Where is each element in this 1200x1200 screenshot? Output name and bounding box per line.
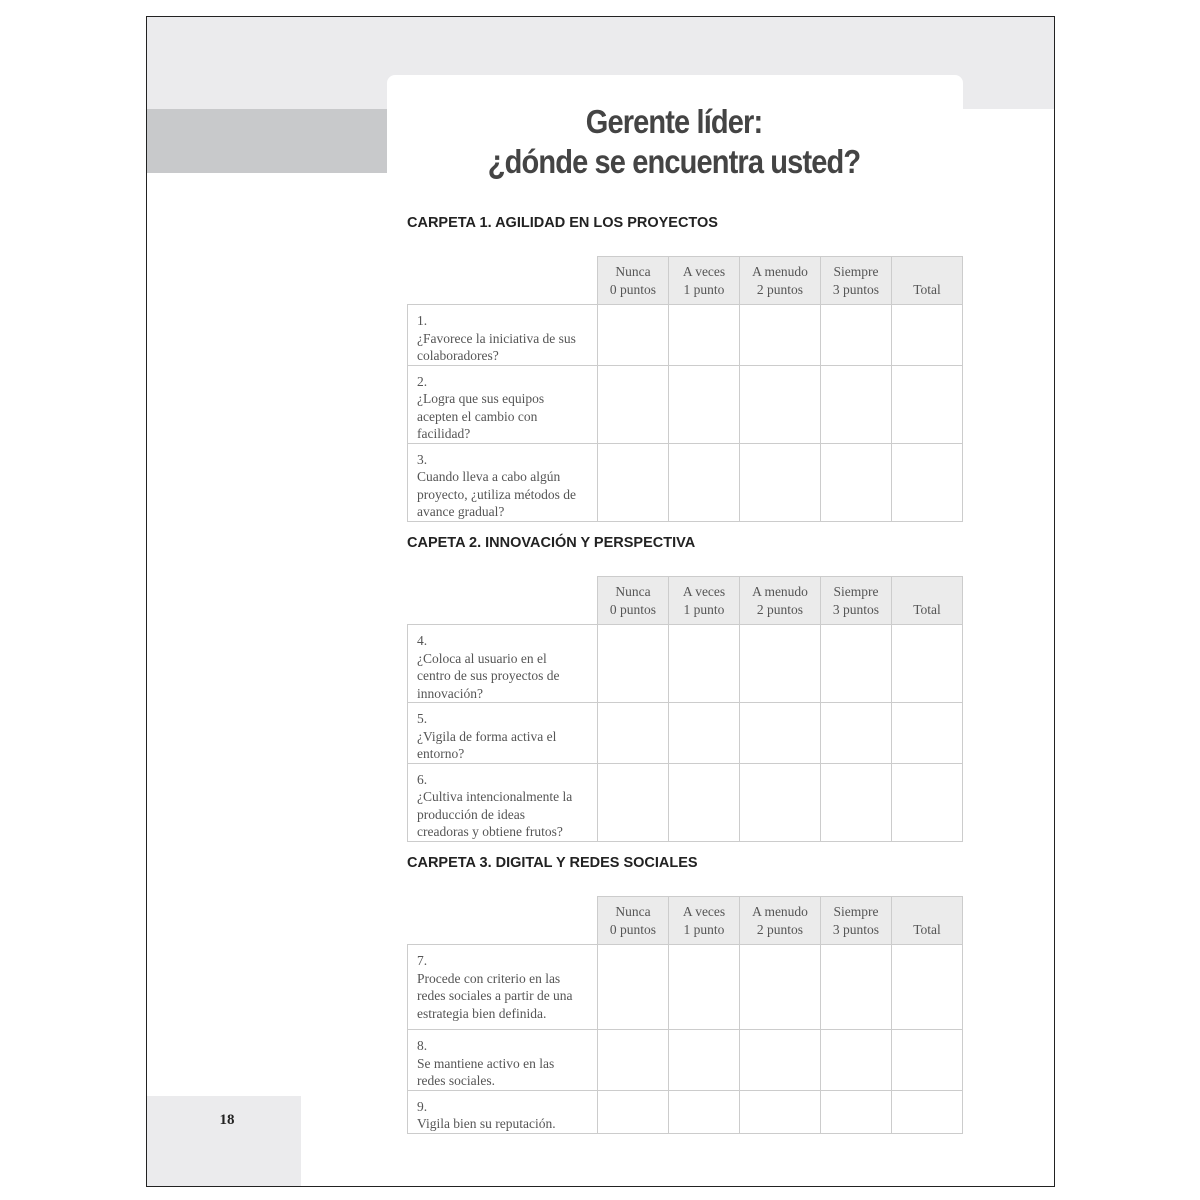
column-header	[598, 897, 669, 945]
score-cell[interactable]	[669, 365, 740, 443]
score-cell[interactable]	[821, 1030, 892, 1091]
score-table	[407, 576, 963, 842]
table-row	[408, 763, 963, 841]
total-cell[interactable]	[892, 305, 963, 366]
title-line-2: ¿dónde se encuentra usted?	[487, 143, 861, 180]
column-header	[892, 577, 963, 625]
column-header	[821, 897, 892, 945]
table-row	[408, 365, 963, 443]
column-points: 0 puntos	[609, 921, 657, 937]
score-cell[interactable]	[598, 1090, 669, 1133]
blank-header	[408, 577, 598, 625]
question-cell	[408, 1090, 598, 1133]
total-cell[interactable]	[892, 1030, 963, 1091]
question-cell	[408, 763, 598, 841]
blank-header	[408, 257, 598, 305]
column-label: Siempre	[833, 584, 879, 599]
column-points: 2 puntos	[756, 601, 804, 617]
total-cell[interactable]	[892, 703, 963, 764]
score-cell[interactable]	[740, 1030, 821, 1091]
column-label: Nunca	[615, 264, 651, 279]
question-text: ¿Vigila de forma activa el entorno?	[417, 728, 557, 761]
score-cell[interactable]	[669, 945, 740, 1030]
column-header	[669, 577, 740, 625]
question-number: 4.	[417, 633, 428, 648]
score-cell[interactable]	[669, 625, 740, 703]
question-number: 2.	[417, 373, 428, 389]
score-cell[interactable]	[740, 443, 821, 521]
question-text: ¿Cultiva intencionalmente la producción de ideas creadoras y obtiene frutos?	[417, 789, 573, 839]
score-cell[interactable]	[740, 703, 821, 764]
score-cell[interactable]	[821, 1090, 892, 1133]
score-cell[interactable]	[669, 305, 740, 366]
column-points: 3 puntos	[832, 921, 880, 937]
question-cell	[408, 945, 598, 1030]
table-row	[408, 1030, 963, 1091]
table-row	[408, 305, 963, 366]
question-text: Cuando lleva a cabo algún proyecto, ¿utiliza métodos de avance gradual?	[417, 469, 576, 519]
question-cell	[408, 443, 598, 521]
question-text: Procede con criterio en las redes sociales a partir de una estrategia bien definida.	[417, 970, 573, 1021]
page-number-box	[147, 1096, 301, 1186]
column-label: Siempre	[833, 264, 879, 279]
page-title	[421, 102, 928, 182]
score-cell[interactable]	[669, 703, 740, 764]
score-cell[interactable]	[821, 763, 892, 841]
question-number: 9.	[417, 1098, 428, 1114]
score-cell[interactable]	[740, 763, 821, 841]
question-cell	[408, 305, 598, 366]
blank-header	[408, 897, 598, 945]
question-cell	[408, 625, 598, 703]
column-header	[669, 897, 740, 945]
header-accent-block	[147, 109, 387, 173]
column-header	[821, 577, 892, 625]
question-cell	[408, 365, 598, 443]
column-header	[598, 577, 669, 625]
score-cell[interactable]	[598, 703, 669, 764]
total-cell[interactable]	[892, 443, 963, 521]
column-header	[740, 257, 821, 305]
score-cell[interactable]	[598, 763, 669, 841]
table-row	[408, 1090, 963, 1133]
score-cell[interactable]	[598, 305, 669, 366]
question-text: ¿Logra que sus equipos acepten el cambio con facilidad?	[417, 391, 545, 441]
section-3	[407, 854, 962, 1134]
score-cell[interactable]	[821, 703, 892, 764]
column-label: A menudo	[752, 264, 808, 279]
score-cell[interactable]	[598, 625, 669, 703]
header-row	[408, 257, 963, 305]
column-points: 1 punto	[683, 281, 725, 297]
total-cell[interactable]	[892, 365, 963, 443]
table-row	[408, 703, 963, 764]
score-cell[interactable]	[740, 1090, 821, 1133]
column-header	[892, 897, 963, 945]
column-points: 1 punto	[683, 921, 725, 937]
score-table	[407, 896, 963, 1134]
score-cell[interactable]	[821, 365, 892, 443]
section-heading: CAPETA 2. INNOVACIÓN Y PERSPECTIVA	[407, 535, 696, 551]
question-text: ¿Coloca al usuario en el centro de sus proyectos de innovación?	[417, 650, 560, 701]
column-label: A veces	[682, 584, 726, 599]
column-points: 0 puntos	[609, 601, 657, 617]
score-cell[interactable]	[740, 625, 821, 703]
column-points: Total	[913, 921, 941, 937]
section-heading: CARPETA 1. AGILIDAD EN LOS PROYECTOS	[407, 215, 718, 231]
question-number: 8.	[417, 1038, 428, 1053]
column-label: A menudo	[752, 904, 808, 919]
column-points: 0 puntos	[609, 281, 657, 297]
question-text: ¿Favorece la iniciativa de sus colaboradores?	[417, 330, 576, 363]
section-heading: CARPETA 3. DIGITAL Y REDES SOCIALES	[407, 855, 698, 871]
score-table	[407, 256, 963, 522]
score-cell[interactable]	[740, 305, 821, 366]
score-cell[interactable]	[740, 365, 821, 443]
column-points: 3 puntos	[832, 601, 880, 617]
column-label: Siempre	[833, 904, 879, 919]
column-header	[892, 257, 963, 305]
column-header	[598, 257, 669, 305]
score-cell[interactable]	[821, 625, 892, 703]
column-label: Nunca	[615, 584, 651, 599]
column-label: A menudo	[752, 584, 808, 599]
total-cell[interactable]	[892, 625, 963, 703]
score-cell[interactable]	[598, 945, 669, 1030]
column-points: 3 puntos	[832, 281, 880, 297]
section-1	[407, 214, 962, 522]
column-label: Nunca	[615, 904, 651, 919]
score-cell[interactable]	[669, 763, 740, 841]
column-points: 1 punto	[683, 601, 725, 617]
column-label: A veces	[682, 904, 726, 919]
header-row	[408, 897, 963, 945]
score-cell[interactable]	[669, 1030, 740, 1091]
column-header	[740, 897, 821, 945]
column-header	[669, 257, 740, 305]
question-number: 1.	[417, 313, 428, 328]
column-header	[740, 577, 821, 625]
page-number: 18	[219, 1112, 235, 1128]
table-row	[408, 625, 963, 703]
question-number: 7.	[417, 953, 428, 968]
total-cell[interactable]	[892, 763, 963, 841]
total-cell[interactable]	[892, 945, 963, 1030]
total-cell[interactable]	[892, 1090, 963, 1133]
question-number: 6.	[417, 771, 428, 787]
header-row	[408, 577, 963, 625]
score-cell[interactable]	[821, 305, 892, 366]
question-number: 3.	[417, 451, 428, 467]
column-points: 2 puntos	[756, 281, 804, 297]
title-line-1: Gerente líder:	[585, 103, 763, 140]
score-cell[interactable]	[821, 945, 892, 1030]
score-cell[interactable]	[669, 1090, 740, 1133]
section-2	[407, 534, 962, 842]
question-text: Se mantiene activo en las redes sociales.	[417, 1055, 555, 1088]
question-number: 5.	[417, 711, 428, 726]
question-text: Vigila bien su reputación.	[417, 1116, 556, 1131]
score-cell[interactable]	[598, 365, 669, 443]
score-cell[interactable]	[669, 443, 740, 521]
column-points: Total	[913, 601, 941, 617]
score-cell[interactable]	[821, 443, 892, 521]
score-cell[interactable]	[598, 443, 669, 521]
score-cell[interactable]	[598, 1030, 669, 1091]
column-points: Total	[913, 281, 941, 297]
column-label: A veces	[682, 264, 726, 279]
column-points: 2 puntos	[756, 921, 804, 937]
column-header	[821, 257, 892, 305]
table-row	[408, 443, 963, 521]
question-cell	[408, 1030, 598, 1091]
question-cell	[408, 703, 598, 764]
score-cell[interactable]	[740, 945, 821, 1030]
table-row	[408, 945, 963, 1030]
